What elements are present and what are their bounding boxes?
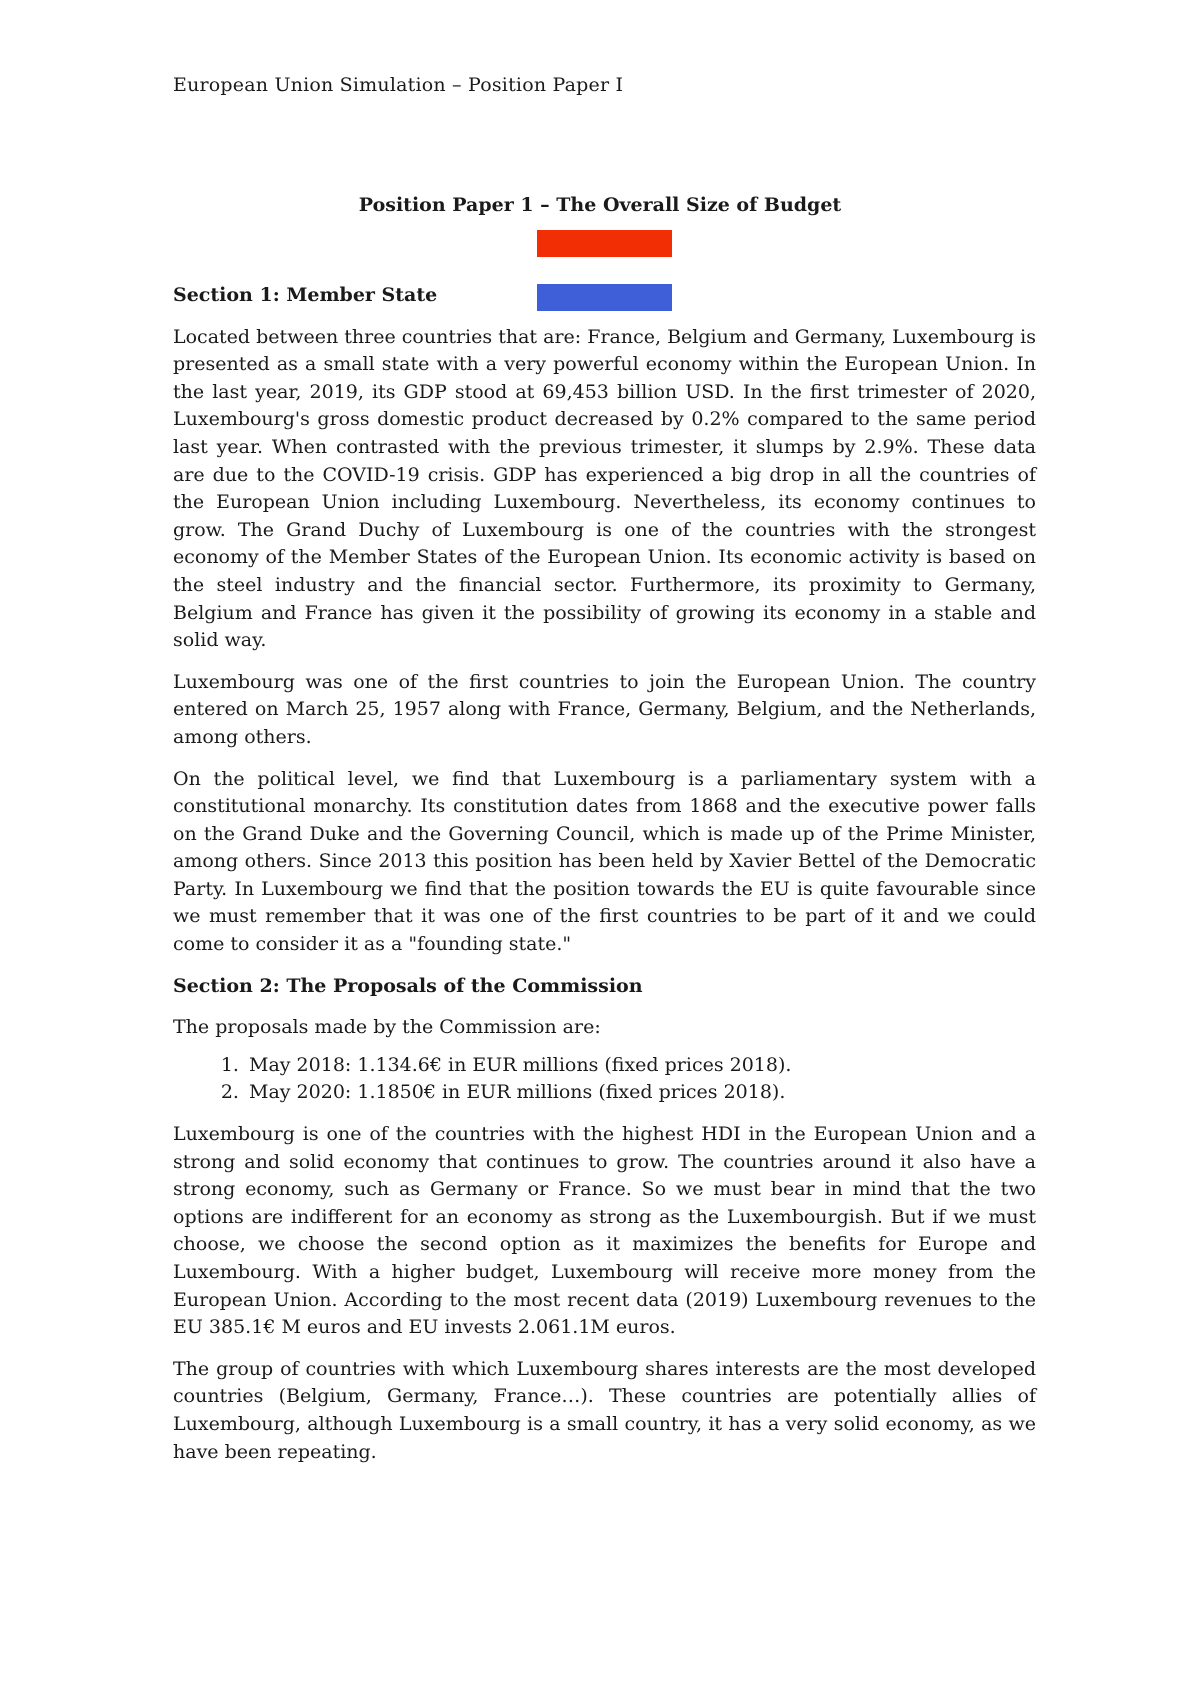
section-1-paragraph: On the political level, we find that Luxembourg is a parliamentary system with a constitutional monarchy. Its constitution dates from 1868 and the executive power falls on the Grand Duke and the Governing Council, which is made up of the Prime Minister, among others. Since 2013 this position has been held by Xavier Bettel of the Democratic Party. In Luxembourg we find that the position towards the EU is quite favourable since we must remember that it was one of the first countries to be part of it and we could come to consider it as a "founding state." (173, 767, 1036, 956)
section-1-paragraph: Luxembourg was one of the first countries to join the European Union. The country entered on March 25, 1957 along with France, Germany, Belgium, and the Netherlands, among others. (173, 670, 1036, 748)
section-1-heading: Section 1: Member State (173, 284, 438, 306)
section-2-paragraph: The group of countries with which Luxembourg shares interests are the most developed countries (Belgium, Germany, France…). These countries are potentially allies of Luxembourg, although Luxembourg is a small country, it has a very solid economy, as we have been repeating. (173, 1357, 1036, 1463)
flag-stripe-red (537, 230, 672, 257)
proposals-list (173, 1052, 1036, 1107)
section-2-heading: Section 2: The Proposals of the Commission (173, 974, 643, 997)
section-2-intro: The proposals made by the Commission are: (173, 1016, 601, 1039)
section-1-paragraph: Located between three countries that are: France, Belgium and Germany, Luxembourg is presented as a small state with a very powerful economy within the European Union. In the last year, 2019, its GDP stood at 69,453 billion USD. In the first trimester of 2020, Luxembourg's gross domestic product decreased by 0.2% compared to the same period last year. When contrasted with the previous trimester, it slumps by 2.9%. These data are due to the COVID-19 crisis. GDP has experienced a big drop in all the countries of the European Union including Luxembourg. Nevertheless, its economy continues to grow. The Grand Duchy of Luxembourg is one of the countries with the strongest economy of the Member States of the European Union. Its economic activity is based on the steel industry and the financial sector. Furthermore, its proximity to Germany, Belgium and France has given it the possibility of growing its economy in a stable and solid way. (173, 325, 1036, 652)
page-header: European Union Simulation – Position Paper I (173, 74, 624, 96)
document-body (173, 282, 1036, 1480)
section-2-paragraph: Luxembourg is one of the countries with the highest HDI in the European Union and a strong and solid economy that continues to grow. The countries around it also have a strong economy, such as Germany or France. So we must bear in mind that the two options are indifferent for an economy as strong as the Luxembourgish. But if we must choose, we choose the second option as it maximizes the benefits for Europe and Luxembourg. With a higher budget, Luxembourg will receive more money from the European Union. According to the most recent data (2019) Luxembourg revenues to the EU 385.1€ M euros and EU invests 2.061.1M euros. (173, 1123, 1036, 1339)
paper-title: Position Paper 1 – The Overall Size of Budget (358, 194, 842, 216)
list-item: 2. May 2020: 1.1850€ in EUR millions (fixed prices 2018). (245, 1079, 1036, 1107)
list-item: 1. May 2018: 1.134.6€ in EUR millions (fixed prices 2018). (245, 1052, 1036, 1080)
